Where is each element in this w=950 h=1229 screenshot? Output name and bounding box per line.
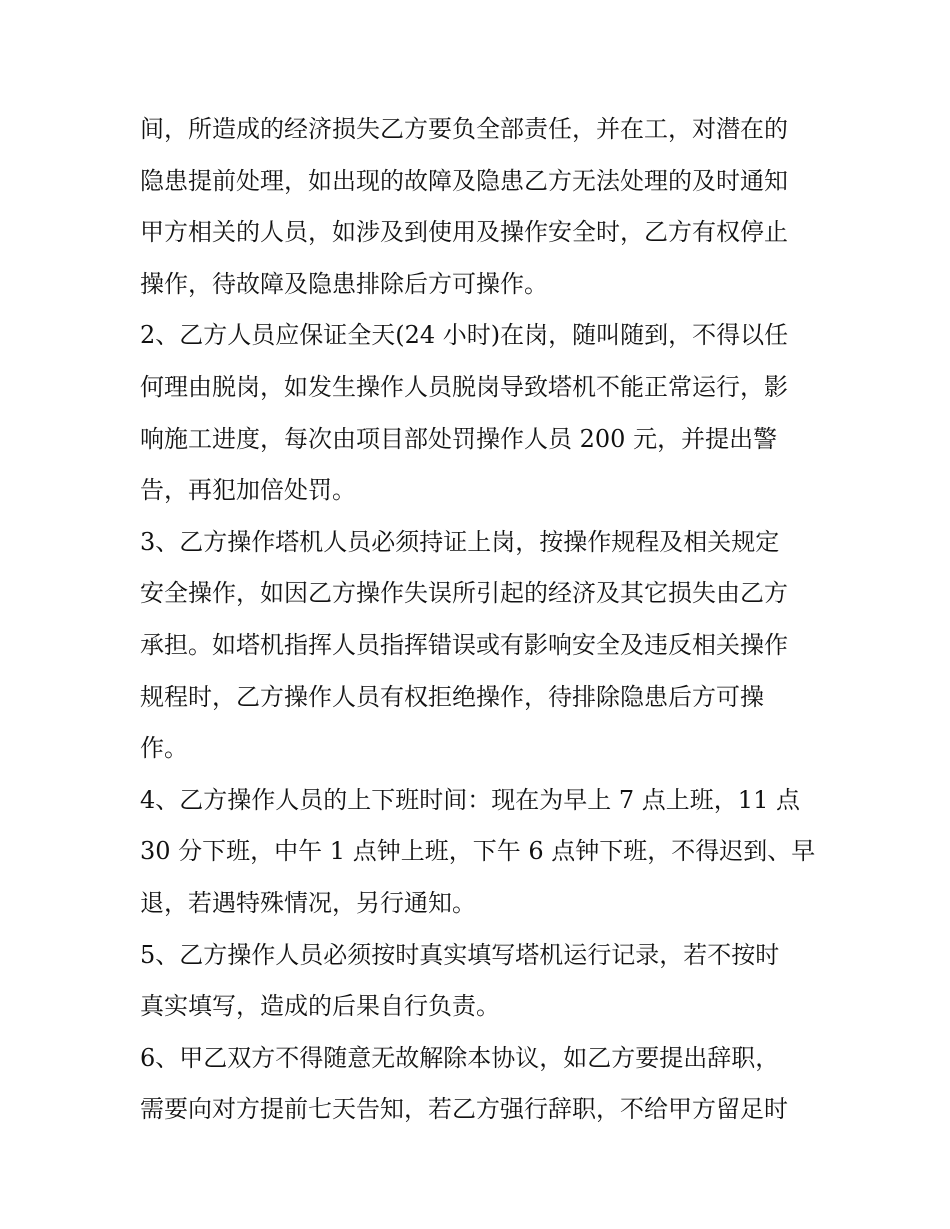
text-line: 何理由脱岗，如发生操作人员脱岗导致塔机不能正常运行，影 xyxy=(140,372,788,401)
text-line: 退，若遇特殊情况，另行通知。 xyxy=(140,888,476,917)
text-line: 承担。如塔机指挥人员指挥错误或有影响安全及违反相关操作 xyxy=(140,630,788,659)
clause-5-line: 5、乙方操作人员必须按时真实填写塔机运行记录，若不按时 xyxy=(140,940,780,969)
clause-3-line: 3、乙方操作塔机人员必须持证上岗，按操作规程及相关规定 xyxy=(140,527,780,556)
contract-text-body xyxy=(140,104,830,1136)
text-line: 30 分下班，中午 1 点钟上班，下午 6 点钟下班，不得迟到、早 xyxy=(140,837,816,866)
text-line: 作。 xyxy=(140,734,188,763)
text-line: 操作，待故障及隐患排除后方可操作。 xyxy=(140,269,548,298)
text-line: 安全操作，如因乙方操作失误所引起的经济及其它损失由乙方 xyxy=(140,579,788,608)
text-line: 告，再犯加倍处罚。 xyxy=(140,476,356,505)
text-line: 规程时，乙方操作人员有权拒绝操作，待排除隐患后方可操 xyxy=(140,682,764,711)
text-line: 需要向对方提前七天告知，若乙方强行辞职，不给甲方留足时 xyxy=(140,1095,788,1124)
clause-6-line: 6、甲乙双方不得随意无故解除本协议，如乙方要提出辞职， xyxy=(140,1043,780,1072)
clause-2-line: 2、乙方人员应保证全天(24 小时)在岗，随叫随到，不得以任 xyxy=(140,321,789,350)
clause-4-line: 4、乙方操作人员的上下班时间：现在为早上 7 点上班，11 点 xyxy=(140,785,800,814)
text-line: 隐患提前处理，如出现的故障及隐患乙方无法处理的及时通知 xyxy=(140,166,788,195)
text-line: 甲方相关的人员，如涉及到使用及操作安全时，乙方有权停止 xyxy=(140,218,788,247)
text-line: 真实填写，造成的后果自行负责。 xyxy=(140,992,500,1021)
text-line: 响施工进度，每次由项目部处罚操作人员 200 元，并提出警 xyxy=(140,424,778,453)
text-line: 间，所造成的经济损失乙方要负全部责任，并在工，对潜在的 xyxy=(140,115,788,143)
